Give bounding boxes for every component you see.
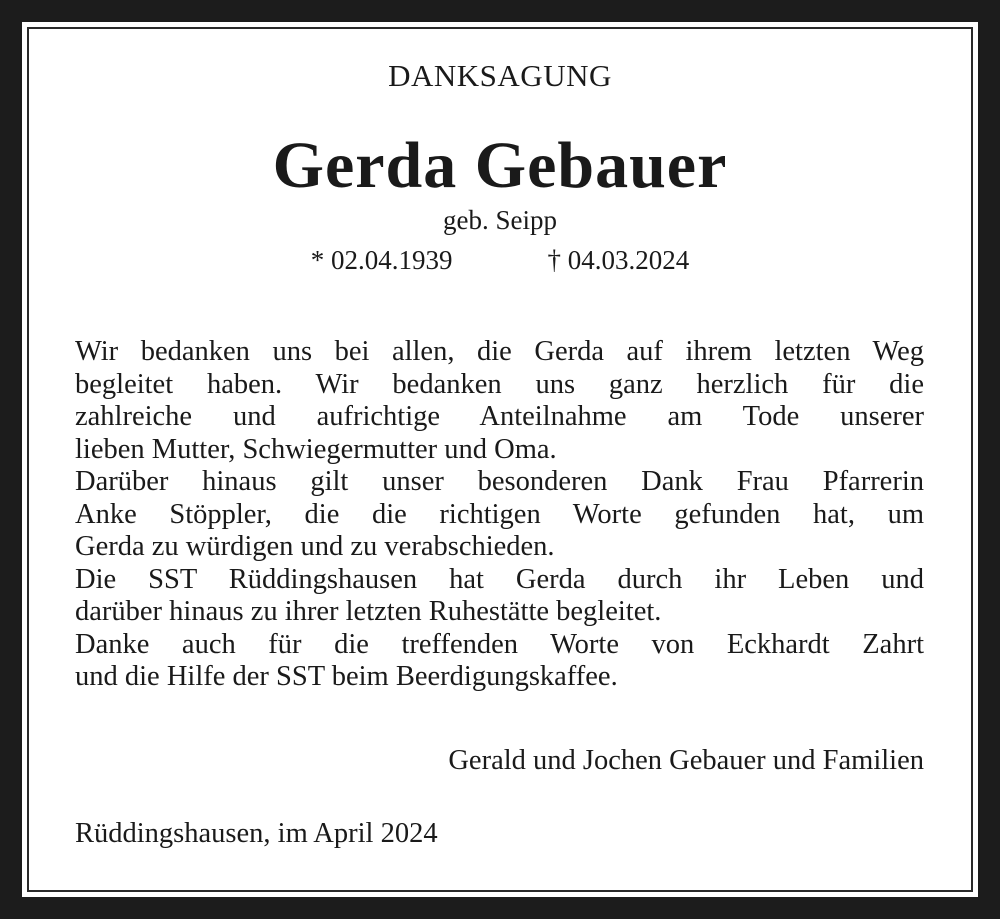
signature: Gerald und Jochen Gebauer und Familien — [448, 745, 924, 776]
death-date: † 04.03.2024 — [547, 245, 690, 275]
text-line: Darüber hinaus gilt unser besonderen Dank Frau Pfarrerin — [75, 466, 924, 497]
text-line: begleitet haben. Wir bedanken uns ganz herzlich für die — [75, 368, 924, 400]
text-line: lieben Mutter, Schwiegermutter und Oma. — [75, 433, 557, 465]
text-line: und die Hilfe der SST beim Beerdigungskaffee. — [75, 661, 618, 692]
paragraph-3 — [75, 564, 924, 629]
text-line: Anke Stöppler, die die richtigen Worte gefunden hat, um — [75, 498, 924, 530]
thanks-text — [75, 336, 924, 694]
text-line: Die SST Rüddingshausen hat Gerda durch ihr Leben und — [75, 563, 924, 595]
deceased-name: Gerda Gebauer — [272, 129, 728, 202]
place-and-date: Rüddingshausen, im April 2024 — [75, 818, 438, 849]
text-line: darüber hinaus zu ihrer letzten Ruhestätte begleitet. — [75, 596, 662, 627]
text-line: zahlreiche und aufrichtige Anteilnahme am Tode unserer — [75, 401, 924, 432]
paragraph-2 — [75, 466, 924, 564]
paragraph-4 — [75, 629, 924, 694]
life-dates — [0, 245, 1000, 276]
birth-date: * 02.04.1939 — [310, 245, 453, 275]
maiden-name: geb. Seipp — [443, 205, 557, 235]
text-line: Gerda zu würdigen und zu verabschieden. — [75, 531, 555, 562]
text-line: Danke auch für die treffenden Worte von Eckhardt Zahrt — [75, 628, 924, 660]
notice-heading: DANKSAGUNG — [388, 58, 612, 93]
text-line: Wir bedanken uns bei allen, die Gerda auf ihrem letzten Weg — [75, 336, 924, 367]
paragraph-1 — [75, 336, 924, 466]
